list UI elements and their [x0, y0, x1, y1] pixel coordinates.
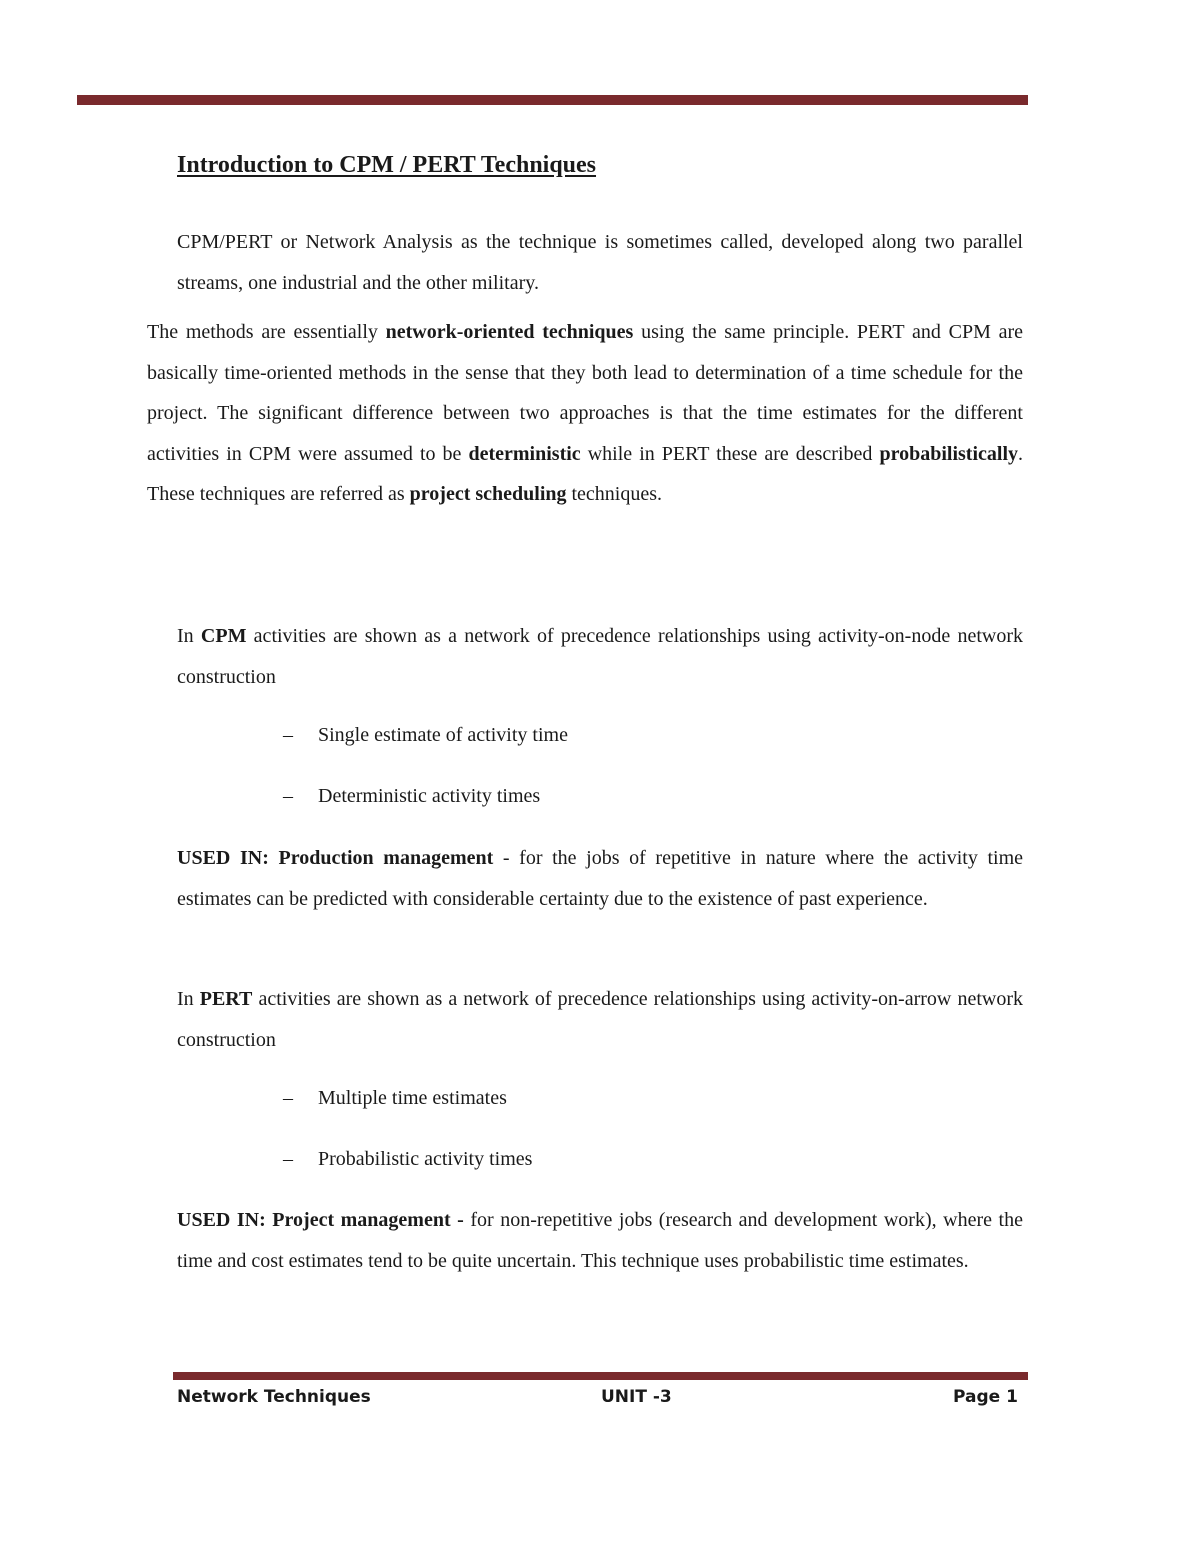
methods-bold-4: project scheduling: [409, 483, 567, 505]
methods-text-5: techniques.: [566, 483, 663, 505]
cpm-used-label: USED IN: Production management: [177, 847, 494, 869]
pert-text-1: In: [177, 988, 200, 1010]
methods-text-1: The methods are essentially: [147, 321, 386, 343]
cpm-bullet-1-text: Single estimate of activity time: [318, 724, 568, 746]
methods-paragraph: [147, 312, 1023, 515]
cpm-bullet-2: [283, 776, 540, 816]
footer-page-number: Page 1: [953, 1387, 1018, 1407]
footer-rule: [173, 1372, 1028, 1380]
footer-unit: UNIT -3: [601, 1387, 672, 1407]
pert-used-text: for non-repetitive jobs (research and development work), where the time and cost estimates tend to be quite uncertain. This technique uses probabilistic time estimates.: [177, 1209, 1023, 1272]
pert-bullet-2: [283, 1139, 532, 1179]
pert-bullet-2-text: Probabilistic activity times: [318, 1148, 533, 1170]
cpm-text-1: In: [177, 625, 201, 647]
methods-bold-1: network-oriented techniques: [385, 321, 634, 343]
pert-used-in-paragraph: [177, 1200, 1023, 1281]
cpm-bullet-2-text: Deterministic activity times: [318, 785, 541, 807]
cpm-used-text: - for the jobs of repetitive in nature where the activity time estimates can be predicted with considerable certainty due to the existence of past experience.: [177, 847, 1023, 910]
methods-bold-3: probabilistically: [879, 442, 1018, 465]
dash-icon: –: [283, 1148, 293, 1170]
pert-paragraph: [177, 979, 1023, 1060]
pert-bullet-1: [283, 1078, 507, 1118]
cpm-used-in-paragraph: [177, 838, 1023, 919]
pert-used-label: USED IN: Project management -: [177, 1209, 464, 1231]
methods-text-4: . These techniques are referred as: [147, 442, 1023, 505]
dash-icon: –: [283, 724, 293, 746]
intro-paragraph: CPM/PERT or Network Analysis as the technique is sometimes called, developed along two parallel streams, one industrial and the other military.: [177, 231, 1023, 294]
page-title: Introduction to CPM / PERT Techniques: [177, 152, 597, 178]
cpm-bold: CPM: [200, 625, 247, 647]
cpm-text-2: activities are shown as a network of precedence relationships using activity-on-node network construction: [177, 625, 1023, 688]
methods-bold-2: deterministic: [468, 442, 581, 465]
cpm-paragraph: [177, 616, 1023, 697]
cpm-bullet-1: [283, 715, 568, 755]
dash-icon: –: [283, 785, 293, 807]
pert-text-2: activities are shown as a network of precedence relationships using activity-on-arrow network construction: [177, 988, 1023, 1051]
methods-text-3: while in PERT these are described: [580, 442, 880, 465]
methods-text-2: using the same principle. PERT and CPM are basically time-oriented methods in the sense that they both lead to determination of a time schedule for the project. The significant difference between two approaches is that the time estimates for the different activities in CPM were assumed to be: [147, 321, 1023, 465]
pert-bold: PERT: [199, 988, 253, 1010]
footer-title: Network Techniques: [177, 1387, 371, 1407]
dash-icon: –: [283, 1087, 293, 1109]
pert-bullet-1-text: Multiple time estimates: [318, 1087, 507, 1109]
header-rule: [77, 95, 1028, 105]
